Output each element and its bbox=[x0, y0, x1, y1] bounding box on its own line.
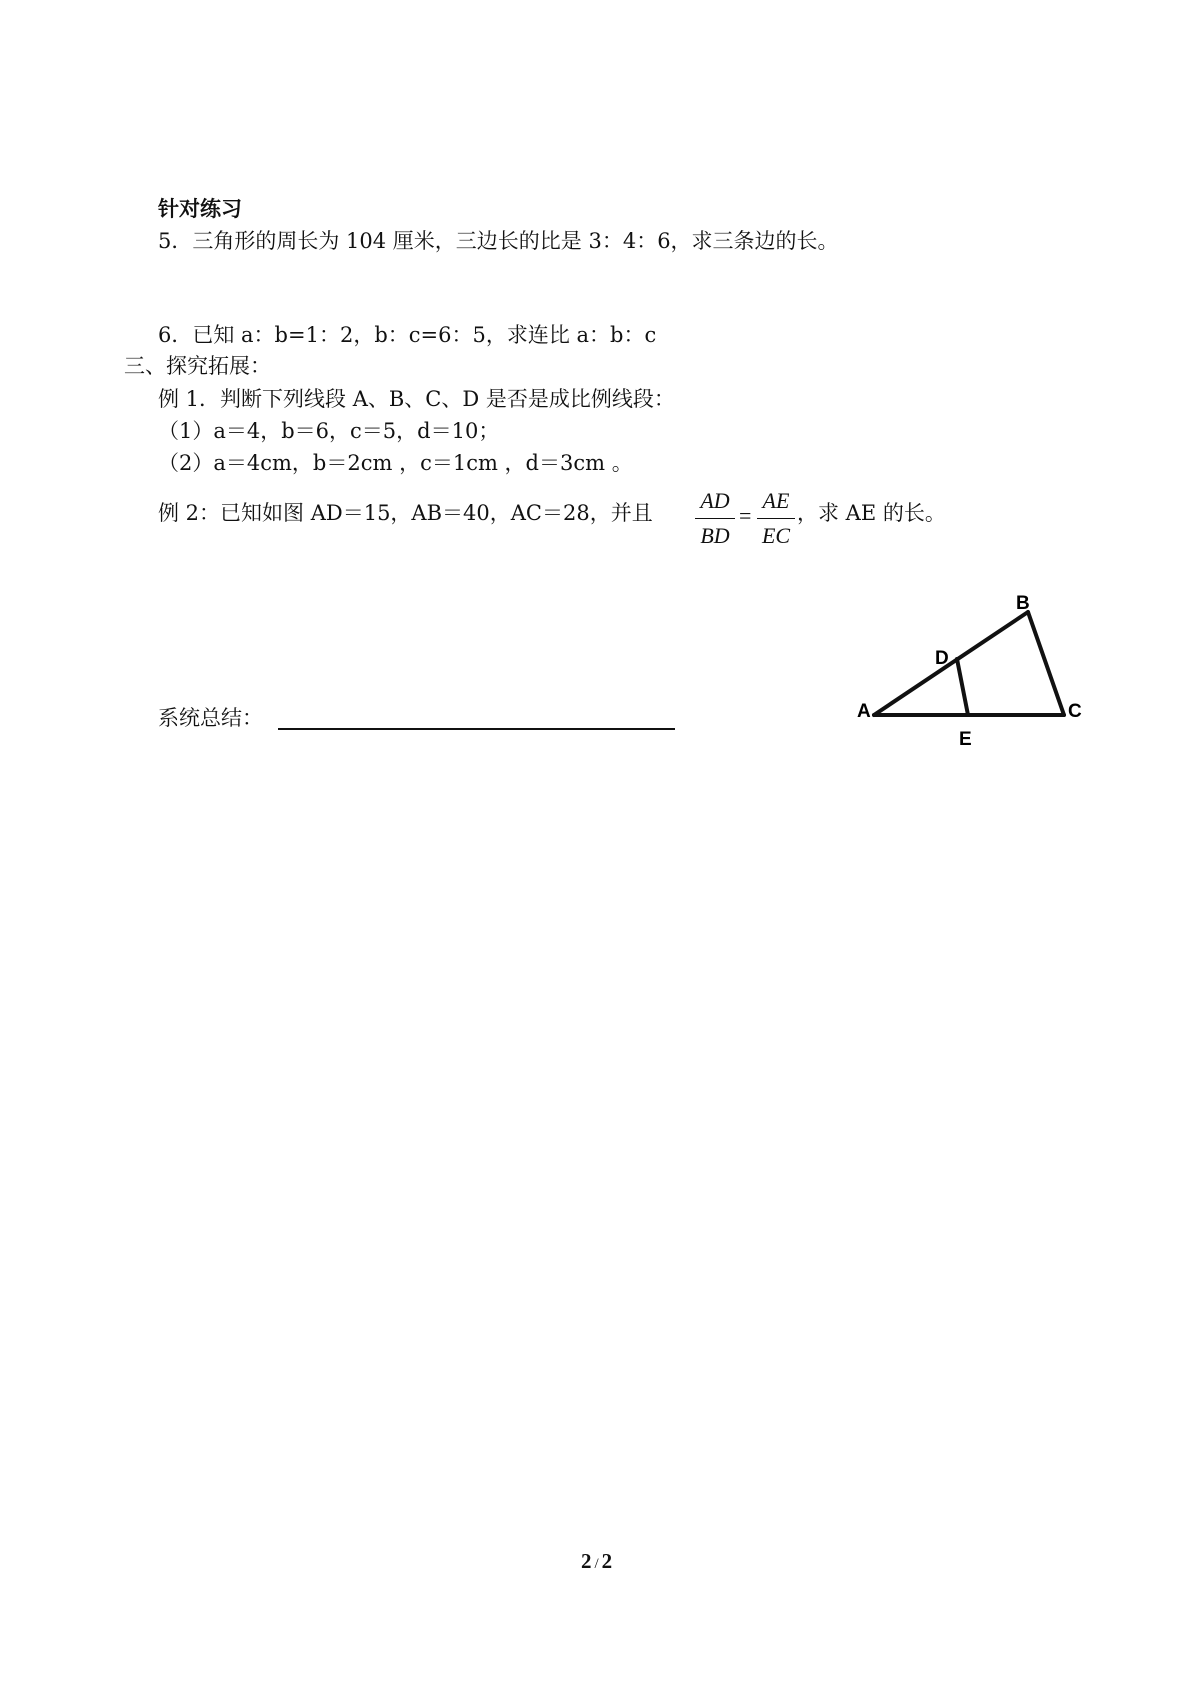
segment-de bbox=[957, 659, 968, 715]
triangle-figure bbox=[850, 590, 1120, 760]
example-1-part-1: （1）a＝4，b＝6，c＝5，d＝10； bbox=[158, 419, 500, 443]
label-e: E bbox=[959, 729, 972, 750]
fraction-bar bbox=[757, 518, 795, 519]
fraction-denominator: BD bbox=[700, 523, 730, 548]
example-2-suffix: ，求 AE 的长。 bbox=[797, 501, 946, 525]
page-current: 2 bbox=[581, 1549, 592, 1573]
example-1: 例 1．判断下列线段 A、B、C、D 是否是成比例线段： bbox=[158, 387, 675, 411]
page-number bbox=[581, 1549, 612, 1574]
segment-bc bbox=[1028, 612, 1064, 715]
practice-heading: 针对练习 bbox=[158, 197, 242, 221]
page-separator: / bbox=[594, 1556, 599, 1572]
fraction-bar bbox=[695, 518, 735, 519]
equals-sign: = bbox=[739, 503, 752, 528]
label-b: B bbox=[1016, 593, 1030, 614]
label-a: A bbox=[857, 701, 871, 722]
fraction-denominator: EC bbox=[761, 523, 791, 548]
summary-label: 系统总结： bbox=[158, 706, 263, 730]
label-c: C bbox=[1068, 701, 1082, 722]
summary-answer-line bbox=[278, 728, 675, 730]
page-total: 2 bbox=[601, 1549, 613, 1573]
fraction-numerator: AE bbox=[762, 488, 790, 513]
question-5: 5．三角形的周长为 104 厘米，三边长的比是 3：4：6，求三条边的长。 bbox=[158, 229, 839, 253]
fraction-numerator: AD bbox=[700, 488, 730, 513]
example-2-prefix: 例 2：已知如图 AD＝15，AB＝40，AC＝28，并且 bbox=[158, 501, 653, 525]
section-heading-explore: 三、探究拓展： bbox=[124, 354, 271, 378]
segment-ab bbox=[874, 612, 1028, 715]
fraction-ae-ec bbox=[757, 486, 795, 551]
question-6: 6．已知 a：b=1：2，b：c=6：5，求连比 a：b：c bbox=[158, 323, 657, 347]
label-d: D bbox=[935, 648, 949, 669]
example-1-part-2: （2）a＝4cm，b＝2cm ，c＝1cm ，d＝3cm 。 bbox=[158, 451, 633, 475]
fraction-ad-bd bbox=[695, 486, 735, 551]
